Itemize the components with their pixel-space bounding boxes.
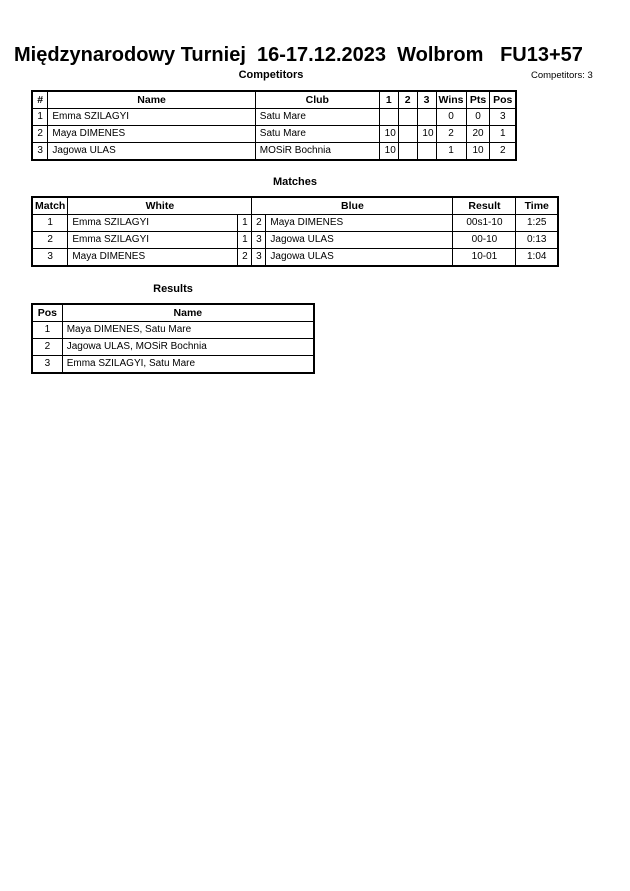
match-number: 1 bbox=[32, 215, 68, 232]
round-2-score bbox=[398, 143, 417, 161]
col-header: 2 bbox=[398, 91, 417, 109]
blue-number: 3 bbox=[252, 232, 266, 249]
wins-value: 0 bbox=[436, 109, 466, 126]
blue-competitor: Jagowa ULAS bbox=[266, 232, 453, 249]
result-position: 3 bbox=[32, 356, 62, 374]
result-position: 1 bbox=[32, 322, 62, 339]
result-name: Emma SZILAGYI, Satu Mare bbox=[62, 356, 314, 374]
table-row bbox=[32, 215, 558, 232]
table-row bbox=[32, 143, 516, 161]
wins-value: 2 bbox=[436, 126, 466, 143]
competitors-heading: Competitors bbox=[238, 69, 304, 81]
white-number: 2 bbox=[238, 249, 252, 267]
competitor-club: Satu Mare bbox=[255, 109, 379, 126]
match-number: 2 bbox=[32, 232, 68, 249]
col-header: White bbox=[68, 197, 252, 215]
white-competitor: Maya DIMENES bbox=[68, 249, 238, 267]
match-time: 0:13 bbox=[516, 232, 558, 249]
competitors-header-row bbox=[32, 91, 516, 109]
col-header: Pts bbox=[466, 91, 490, 109]
col-header: Blue bbox=[252, 197, 453, 215]
match-time: 1:04 bbox=[516, 249, 558, 267]
round-2-score bbox=[398, 126, 417, 143]
table-row bbox=[32, 322, 314, 339]
matches-table bbox=[31, 196, 559, 267]
col-header: Wins bbox=[436, 91, 466, 109]
col-header: Pos bbox=[490, 91, 516, 109]
position-value: 2 bbox=[490, 143, 516, 161]
points-value: 20 bbox=[466, 126, 490, 143]
white-competitor: Emma SZILAGYI bbox=[68, 215, 238, 232]
page-title: Międzynarodowy Turniej 16-17.12.2023 Wolbrom FU13+57 bbox=[14, 44, 583, 66]
competitor-number: 2 bbox=[32, 126, 48, 143]
matches-header-row bbox=[32, 197, 558, 215]
matches-heading: Matches bbox=[272, 176, 318, 188]
results-heading: Results bbox=[153, 283, 193, 295]
round-1-score: 10 bbox=[379, 143, 398, 161]
col-header: Name bbox=[48, 91, 255, 109]
wins-value: 1 bbox=[436, 143, 466, 161]
table-row bbox=[32, 356, 314, 374]
blue-competitor: Jagowa ULAS bbox=[266, 249, 453, 267]
col-header: Time bbox=[516, 197, 558, 215]
result-name: Maya DIMENES, Satu Mare bbox=[62, 322, 314, 339]
position-value: 1 bbox=[490, 126, 516, 143]
position-value: 3 bbox=[490, 109, 516, 126]
competitor-name: Jagowa ULAS bbox=[48, 143, 255, 161]
points-value: 0 bbox=[466, 109, 490, 126]
round-1-score: 10 bbox=[379, 126, 398, 143]
col-header: Name bbox=[62, 304, 314, 322]
competitor-number: 1 bbox=[32, 109, 48, 126]
competitors-count: Competitors: 3 bbox=[531, 70, 593, 81]
col-header: Match bbox=[32, 197, 68, 215]
table-row bbox=[32, 249, 558, 267]
round-3-score bbox=[417, 109, 436, 126]
col-header: 3 bbox=[417, 91, 436, 109]
competitor-number: 3 bbox=[32, 143, 48, 161]
white-number: 1 bbox=[238, 215, 252, 232]
round-2-score bbox=[398, 109, 417, 126]
round-3-score: 10 bbox=[417, 126, 436, 143]
table-row bbox=[32, 339, 314, 356]
round-1-score bbox=[379, 109, 398, 126]
round-3-score bbox=[417, 143, 436, 161]
col-header: Club bbox=[255, 91, 379, 109]
white-competitor: Emma SZILAGYI bbox=[68, 232, 238, 249]
results-table bbox=[31, 303, 315, 374]
match-result: 00s1-10 bbox=[453, 215, 516, 232]
competitor-name: Emma SZILAGYI bbox=[48, 109, 255, 126]
white-number: 1 bbox=[238, 232, 252, 249]
table-row bbox=[32, 126, 516, 143]
blue-competitor: Maya DIMENES bbox=[266, 215, 453, 232]
blue-number: 2 bbox=[252, 215, 266, 232]
competitor-club: Satu Mare bbox=[255, 126, 379, 143]
competitor-name: Maya DIMENES bbox=[48, 126, 255, 143]
match-result: 10-01 bbox=[453, 249, 516, 267]
col-header: Pos bbox=[32, 304, 62, 322]
col-header: # bbox=[32, 91, 48, 109]
match-result: 00-10 bbox=[453, 232, 516, 249]
blue-number: 3 bbox=[252, 249, 266, 267]
col-header: 1 bbox=[379, 91, 398, 109]
result-name: Jagowa ULAS, MOSiR Bochnia bbox=[62, 339, 314, 356]
results-header-row bbox=[32, 304, 314, 322]
competitors-table bbox=[31, 90, 517, 161]
competitor-club: MOSiR Bochnia bbox=[255, 143, 379, 161]
table-row bbox=[32, 232, 558, 249]
result-position: 2 bbox=[32, 339, 62, 356]
table-row bbox=[32, 109, 516, 126]
match-time: 1:25 bbox=[516, 215, 558, 232]
match-number: 3 bbox=[32, 249, 68, 267]
col-header: Result bbox=[453, 197, 516, 215]
points-value: 10 bbox=[466, 143, 490, 161]
